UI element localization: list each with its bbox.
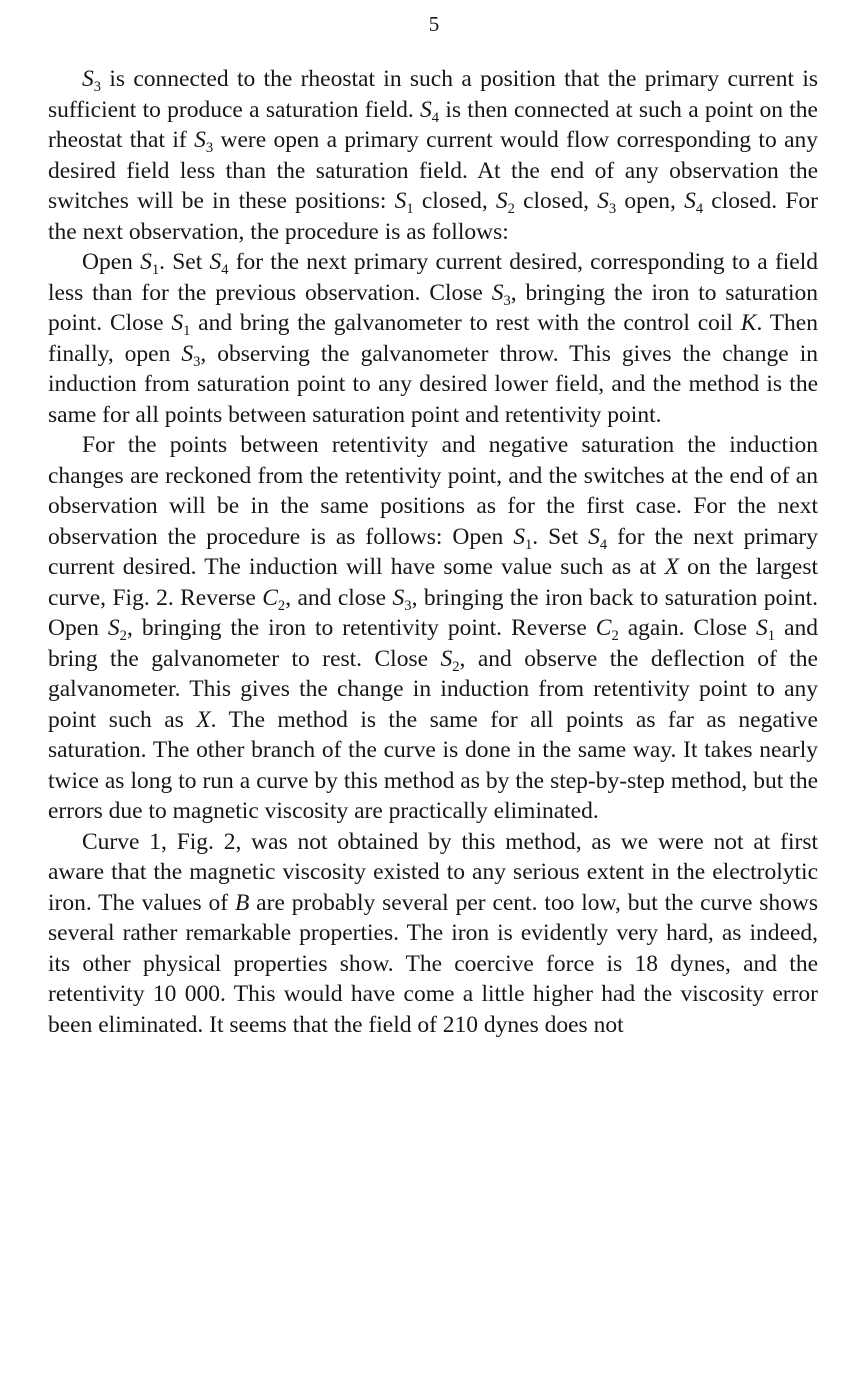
page-number: 5 — [428, 12, 440, 36]
body-text — [48, 64, 818, 1040]
paragraph-2: Open $S_1$. Set $S_4$ for the next primary current desired, corresponding to a field less than for the previous observation. Close $S_3$, bringing the iron to saturation point. Close $S_1$ and bring the galvanometer to rest with the control coil K. Then finally, open $S_3$, observing the galvanometer throw. This gives the change in induction from saturation point to any desired lower field, and the method is the same for all points between saturation point and retentivity point. — [48, 249, 819, 428]
paragraph-1: $S_3$ is connected to the rheostat in such a position that the primary current is sufficient to produce a saturation field. $S_4$ is then connected at such a point on the rheostat that if $S_3$ were open a primary current would flow corresponding to any desired field less than the saturation field. At the end of any observation the switches will be in these positions: $S_1$ closed, $S_2$ closed, $S_3$ open, $S_4$ closed. For the next observation, the procedure is as follows: — [48, 66, 818, 245]
paragraph-3: For the points between retentivity and negative saturation the induction changes are reckoned from the retentivity point, and the switches at the end of an observation will be in the same positions as for the first case. For the next observation the procedure is as follows: Open $S_1$. Set $S_4$ for the next primary current desired. The induction will have some value such as at X on the largest curve, Fig. 2. Reverse $C_2$, and close $S_3$, bringing the iron back to saturation point. Open $S_2$, bringing the iron to retentivity point. Reverse $C_2$ again. Close $S_1$ and bring the galvanometer to rest. Close $S_2$, and observe the deflection of the galvanometer. This gives the change in induction from retentivity point to any point such as X. The method is the same for all points as far as negative saturation. The other branch of the curve is done in the same way. It takes nearly twice as long to run a curve by this method as by the step-by-step method, but the errors due to magnetic viscosity are practically eliminated. — [48, 432, 819, 824]
paragraph-4: Curve 1, Fig. 2, was not obtained by this method, as we were not at first aware that the magnetic viscosity existed to any serious extent in the electrolytic iron. The values of B are probably several per cent. too low, but the curve shows several rather remarkable properties. The iron is evidently very hard, as indeed, its other physical properties show. The coercive force is 18 dynes, and the retentivity 10 000. This would have come a little higher had the viscosity error been eliminated. It seems that the field of 210 dynes does not — [48, 828, 819, 1038]
